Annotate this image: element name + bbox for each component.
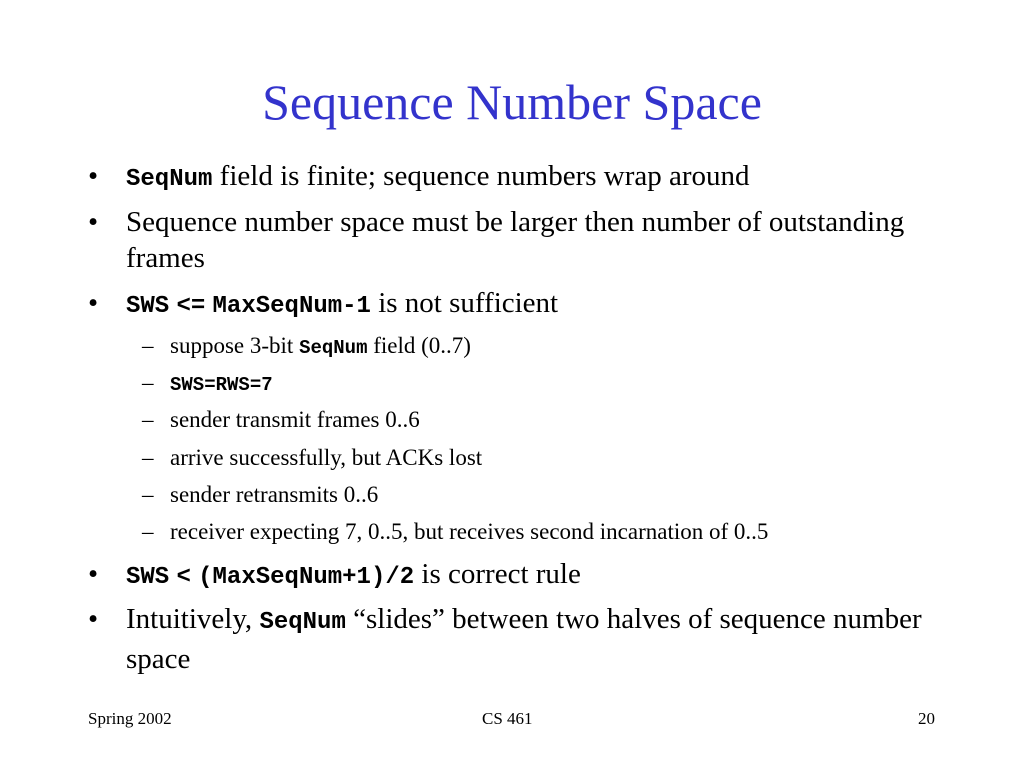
footer-course: CS 461 [482, 709, 533, 728]
bullet-text-part: is correct rule [414, 558, 581, 590]
subbullet-text [170, 369, 1002, 399]
subbullet-text: sender retransmits 0..6 [170, 482, 379, 507]
footer-page-number: 20 [918, 709, 935, 728]
code-sws-rws: SWS=RWS=7 [170, 374, 273, 396]
bullet-text [126, 285, 968, 325]
bullet-text-part: field is finite; sequence numbers wrap around [212, 160, 750, 192]
bullet-marker: • [88, 603, 99, 635]
subbullet-text: receiver expecting 7, 0..5, but receives second incarnation of 0..5 [170, 519, 769, 544]
bullet-text-part: Intuitively, [126, 603, 260, 635]
code-seqnum: SeqNum [299, 337, 368, 359]
slide-title: Sequence Number Space [262, 74, 762, 130]
bullet-text-part: is not sufficient [370, 287, 559, 319]
subbullet-sender-transmit [142, 406, 1002, 434]
subbullet-text-part: suppose 3-bit [170, 333, 300, 358]
bullet-text [126, 601, 968, 677]
bullet-intuitively [88, 601, 968, 677]
code-seqnum: SeqNum [259, 609, 346, 636]
code-operator: <= [176, 293, 206, 320]
subbullet-text-part: field (0..7) [367, 333, 471, 358]
bullet-space-larger [88, 204, 968, 276]
bullet-text: Sequence number space must be larger then number of outstanding frames [126, 206, 905, 274]
dash-marker: – [142, 482, 154, 507]
dash-marker: – [142, 333, 154, 358]
subbullet-3bit [142, 332, 1002, 362]
bullet-text [126, 556, 968, 596]
subbullet-text: sender transmit frames 0..6 [170, 407, 420, 432]
dash-marker: – [142, 407, 154, 432]
dash-marker: – [142, 519, 154, 544]
code-sws: SWS [126, 293, 170, 320]
code-maxseqnum: MaxSeqNum-1 [212, 293, 371, 320]
subbullet-receiver-expecting [142, 518, 1002, 546]
bullet-marker: • [88, 287, 99, 319]
bullet-not-sufficient [88, 285, 968, 325]
bullet-text-part [205, 287, 212, 319]
bullet-seqnum-finite [88, 158, 968, 198]
bullet-text [126, 158, 968, 198]
bullet-text-part: “slides” between two halves of sequence number space [126, 603, 922, 675]
dash-marker: – [142, 445, 154, 470]
subbullet-acks-lost [142, 444, 1002, 472]
code-sws: SWS [126, 564, 170, 591]
dash-marker: – [142, 370, 154, 395]
subbullet-text [170, 332, 1002, 362]
code-operator: < [176, 564, 191, 591]
code-formula: (MaxSeqNum+1)/2 [198, 564, 415, 591]
subbullet-sws-rws [142, 369, 1002, 399]
bullet-marker: • [88, 206, 99, 238]
bullet-marker: • [88, 160, 99, 192]
bullet-correct-rule [88, 556, 968, 596]
subbullet-retransmits [142, 481, 1002, 509]
subbullet-text: arrive successfully, but ACKs lost [170, 445, 483, 470]
footer-date: Spring 2002 [88, 709, 172, 728]
bullet-marker: • [88, 558, 99, 590]
code-seqnum: SeqNum [126, 166, 213, 193]
